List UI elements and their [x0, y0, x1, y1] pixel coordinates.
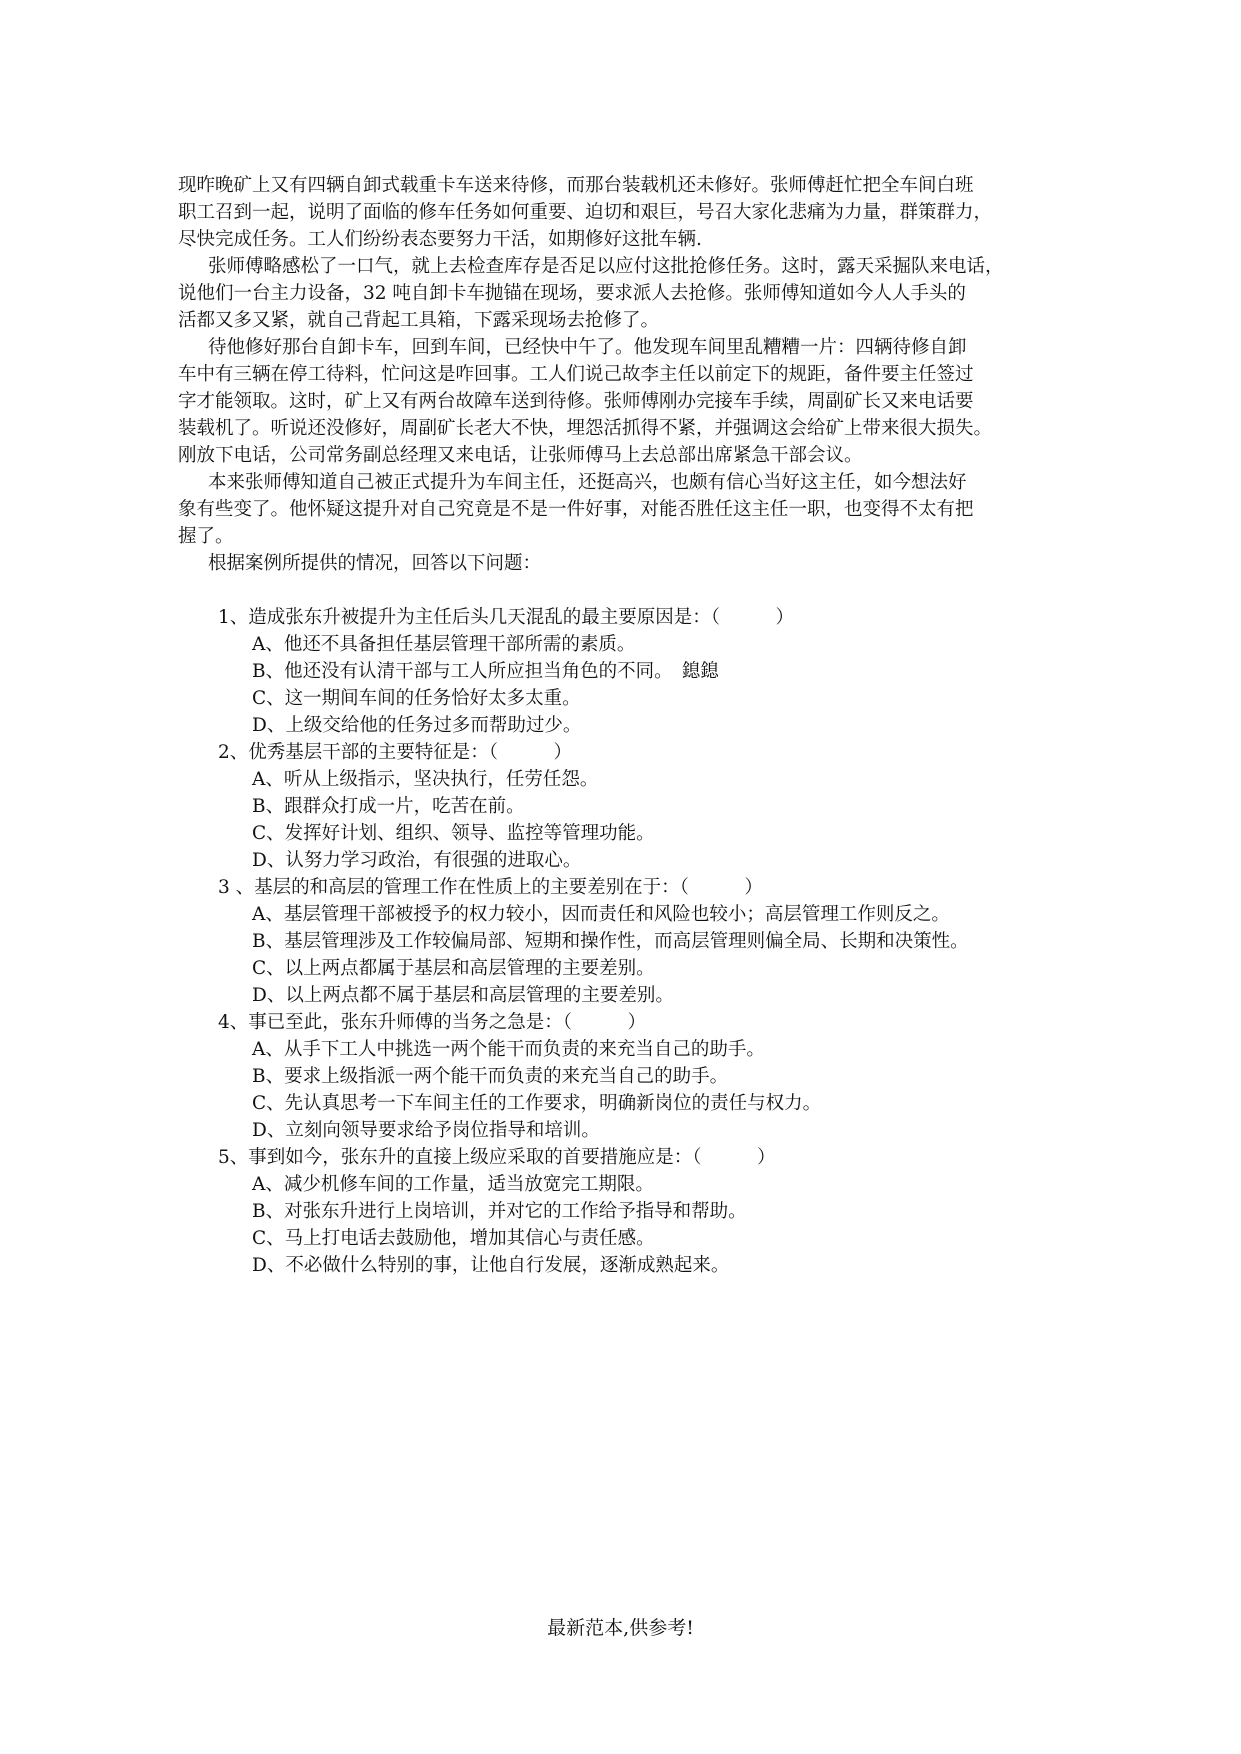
question-option: A、从手下工人中挑选一两个能干而负责的来充当自己的助手。 [252, 1039, 765, 1060]
question-5 [178, 1144, 1078, 1279]
question-option: D、认努力学习政治，有很强的进取心。 [252, 850, 582, 871]
document-body [178, 172, 1078, 1279]
paragraph-2 [178, 253, 1078, 334]
question-stem: 3 、基层的和高层的管理工作在性质上的主要差别在于：（ ） [218, 877, 763, 898]
question-option: B、他还没有认清干部与工人所应担当角色的不同。 鎴鎴 [252, 661, 719, 682]
text-line: 现昨晚矿上又有四辆自卸式载重卡车送来待修，而那台装载机还未修好。张师傅赶忙把全车间白班 [178, 175, 974, 196]
question-option: B、要求上级指派一两个能干而负责的来充当自己的助手。 [252, 1066, 729, 1087]
question-3 [178, 874, 1078, 1009]
question-option: D、以上两点都不属于基层和高层管理的主要差别。 [252, 985, 674, 1006]
text-line: 刚放下电话，公司常务副总经理又来电话，让张师傅马上去总部出席紧急干部会议。 [178, 445, 863, 466]
questions-prompt [178, 550, 1078, 577]
question-option: A、减少机修车间的工作量，适当放宽完工期限。 [252, 1174, 654, 1195]
question-option: A、基层管理干部被授予的权力较小，因而责任和风险也较小；高层管理工作则反之。 [252, 904, 950, 925]
text-line: 待他修好那台自卸卡车，回到车间，已经快中午了。他发现车间里乱糟糟一片：四辆待修自卸 [208, 337, 967, 358]
question-stem: 1、造成张东升被提升为主任后头几天混乱的最主要原因是：（ ） [218, 607, 795, 628]
text-line: 装载机了。听说还没修好，周副矿长老大不快，埋怨活抓得不紧，并强调这会给矿上带来很大损失。 [178, 418, 993, 439]
question-option: B、基层管理涉及工作较偏局部、短期和操作性，而高层管理则偏全局、长期和决策性。 [252, 931, 969, 952]
text-line: 说他们一台主力设备，32 吨自卸卡车抛锚在现场，要求派人去抢修。张师傅知道如今人人手头的 [178, 283, 966, 304]
question-stem: 4、事已至此，张东升师傅的当务之急是：（ ） [218, 1012, 647, 1033]
prompt-line: 根据案例所提供的情况，回答以下问题： [208, 553, 542, 574]
question-option: A、听从上级指示，坚决执行，任劳任怨。 [252, 769, 599, 790]
question-stem: 2、优秀基层干部的主要特征是：（ ） [218, 742, 573, 763]
question-stem: 5、事到如今，张东升的直接上级应采取的首要措施应是：（ ） [218, 1147, 776, 1168]
question-option: C、发挥好计划、组织、领导、监控等管理功能。 [252, 823, 655, 844]
page-footer: 最新范本,供参考! [547, 1617, 694, 1639]
question-option: C、以上两点都属于基层和高层管理的主要差别。 [252, 958, 655, 979]
question-option: D、立刻向领导要求给予岗位指导和培训。 [252, 1120, 600, 1141]
blank-line [178, 577, 1078, 604]
text-line: 本来张师傅知道自己被正式提升为车间主任，还挺高兴，也颇有信心当好这主任，如今想法好 [208, 472, 967, 493]
question-4 [178, 1009, 1078, 1144]
question-2 [178, 739, 1078, 874]
question-option: B、跟群众打成一片，吃苦在前。 [252, 796, 525, 817]
text-line: 尽快完成任务。工人们纷纷表态要努力干活，如期修好这批车辆. [178, 229, 702, 250]
text-line: 张师傅略感松了一口气，就上去检查库存是否足以应付这批抢修任务。这时，露天采掘队来电话， [208, 256, 1004, 277]
question-list [178, 604, 1078, 1279]
text-line: 活都又多又紧，就自己背起工具箱，下露采现场去抢修了。 [178, 310, 660, 331]
text-line: 字才能领取。这时，矿上又有两台故障车送到待修。张师傅刚办完接车手续，周副矿长又来电话要 [178, 391, 974, 412]
question-option: B、对张东升进行上岗培训，并对它的工作给予指导和帮助。 [252, 1201, 747, 1222]
question-option: C、这一期间车间的任务恰好太多太重。 [252, 688, 581, 709]
text-line: 车中有三辆在停工待料，忙问这是咋回事。工人们说己故李主任以前定下的规距，备件要主任签过 [178, 364, 974, 385]
intro-paragraph [178, 172, 1078, 253]
text-line: 象有些变了。他怀疑这提升对自己究竟是不是一件好事，对能否胜任这主任一职，也变得不太有把 [178, 499, 974, 520]
question-option: C、马上打电话去鼓励他，增加其信心与责任感。 [252, 1228, 655, 1249]
paragraph-4 [178, 469, 1078, 550]
question-1 [178, 604, 1078, 739]
paragraph-3 [178, 334, 1078, 469]
text-line: 职工召到一起，说明了面临的修车任务如何重要、迫切和艰巨，号召大家化悲痛为力量，群策群力， [178, 202, 993, 223]
question-option: C、先认真思考一下车间主任的工作要求，明确新岗位的责任与权力。 [252, 1093, 822, 1114]
question-option: D、不必做什么特别的事，让他自行发展，逐渐成熟起来。 [252, 1255, 730, 1276]
question-option: D、上级交给他的任务过多而帮助过少。 [252, 715, 582, 736]
text-line: 握了。 [178, 526, 234, 547]
question-option: A、他还不具备担任基层管理干部所需的素质。 [252, 634, 636, 655]
